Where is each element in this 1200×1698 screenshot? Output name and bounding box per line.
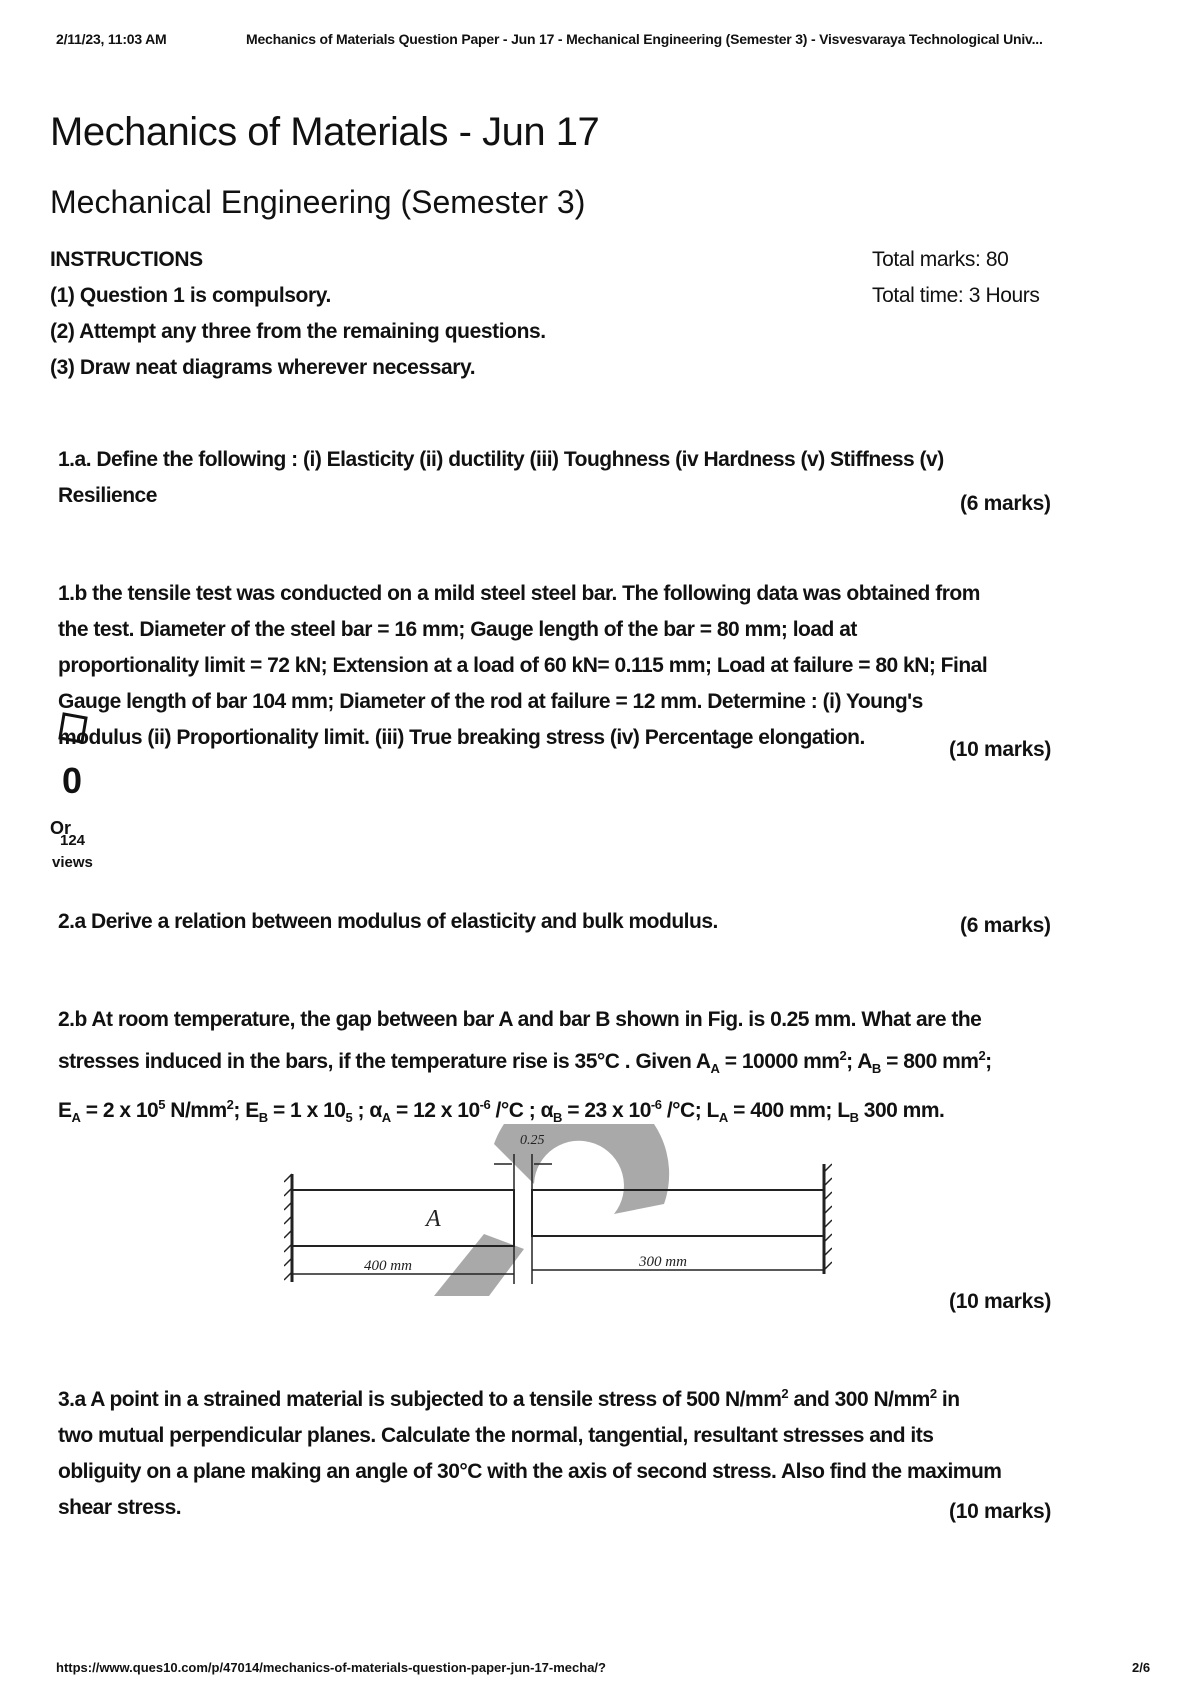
question-text: $E_A = 2$ x $10^5$ $N/mm^2$; $E_B = 1$ x $10_5$ ; $\alpha_A = 12$ x $10^{-6}$ /°C ; $\alpha_B = 23$ x $10^{-6}$ /°C; $L_A = 400$ mm; $L_B$ 300 mm. — [58, 1097, 945, 1126]
question-text: 2.a Derive a relation between modulus of elasticity and bulk modulus. — [58, 910, 718, 933]
question-text: modulus (ii) Proportionality limit. (iii) True breaking stress (iv) Percentage elongation. — [58, 726, 865, 749]
upvote-icon[interactable] — [54, 708, 90, 744]
footer-url[interactable]: https://www.ques10.com/p/47014/mechanics-of-materials-question-paper-jun-17-mecha/? — [56, 1660, 606, 1675]
question-text: 1.a. Define the following : (i) Elasticity (ii) ductility (iii) Toughness (iv Hardness (v) Stiffness (v) — [58, 448, 944, 471]
figure-gap-label: 0.25 — [520, 1133, 545, 1148]
page-subtitle: Mechanical Engineering (Semester 3) — [50, 184, 586, 220]
question-text: the test. Diameter of the steel bar = 16 mm; Gauge length of the bar = 80 mm; load at — [58, 618, 857, 641]
question-2b — [58, 1002, 1078, 1136]
totals-block — [872, 242, 1039, 314]
total-time: Total time: 3 Hours — [872, 284, 1040, 307]
instructions-heading: INSTRUCTIONS — [50, 248, 203, 271]
watermark-logo-stroke — [434, 1234, 524, 1296]
bar-b — [532, 1190, 824, 1236]
question-text: stresses induced in the bars, if the temperature rise is 35°C . Given $A_A = 10000$ $mm^2$; $A_B = 800$ $mm^2$; — [58, 1048, 992, 1077]
instruction-item: (2) Attempt any three from the remaining questions. — [50, 320, 546, 343]
question-text: 2.b At room temperature, the gap between bar A and bar B shown in Fig. is 0.25 mm. What are the — [58, 1008, 982, 1031]
question-text: proportionality limit = 72 kN; Extension at a load of 60 kN= 0.115 mm; Load at failure = 80 kN; Final — [58, 654, 988, 677]
question-text: obliguity on a plane making an angle of 30°C with the axis of second stress. Also find the maximum — [58, 1460, 1002, 1483]
instructions-block — [50, 242, 546, 386]
question-text: Gauge length of bar 104 mm; Diameter of the rod at failure = 12 mm. Determine : (i) Young's — [58, 690, 923, 713]
page-number: 2/6 — [1132, 1660, 1151, 1675]
marks-2a: (6 marks) — [960, 914, 1051, 937]
print-timestamp: 2/11/23, 11:03 AM — [56, 31, 167, 47]
question-3a — [58, 1376, 1078, 1526]
instruction-item: (3) Draw neat diagrams wherever necessary. — [50, 356, 476, 379]
question-2a — [58, 904, 1058, 940]
figure-dim-right: 300 mm — [639, 1254, 687, 1270]
marks-3a: (10 marks) — [949, 1500, 1052, 1523]
question-text: 1.b the tensile test was conducted on a mild steel steel bar. The following data was obtained from — [58, 582, 980, 605]
vote-count: 0 — [62, 760, 83, 801]
total-marks: Total marks: 80 — [872, 248, 1009, 271]
views-number: 124 — [60, 832, 86, 849]
question-1b — [58, 576, 1068, 756]
marks-2b: (10 marks) — [949, 1290, 1052, 1313]
question-1a — [58, 442, 1058, 514]
print-doc-title: Mechanics of Materials Question Paper - Jun 17 - Mechanical Engineering (Semester 3) - Visvesvaraya Technological Univ... — [246, 31, 1043, 47]
question-text: two mutual perpendicular planes. Calculate the normal, tangential, resultant stresses and its — [58, 1424, 934, 1447]
marks-1b: (10 marks) — [949, 738, 1052, 761]
bar-a — [292, 1190, 514, 1246]
figure-bar-label: A — [426, 1206, 441, 1232]
figure-dim-left: 400 mm — [364, 1258, 412, 1274]
bar-gap-diagram — [284, 1124, 832, 1296]
question-text: Resilience — [58, 484, 157, 507]
views-label: views — [52, 854, 93, 871]
bar-gap-figure — [284, 1124, 832, 1296]
page-title: Mechanics of Materials - Jun 17 — [50, 110, 600, 154]
question-text: shear stress. — [58, 1496, 182, 1519]
marks-1a: (6 marks) — [960, 492, 1051, 515]
instruction-item: (1) Question 1 is compulsory. — [50, 284, 331, 307]
or-label: Or — [50, 818, 72, 838]
question-text: 3.a A point in a strained material is subjected to a tensile stress of 500 $N/mm^2$ and 300 $N/mm^2$ in — [58, 1386, 960, 1411]
